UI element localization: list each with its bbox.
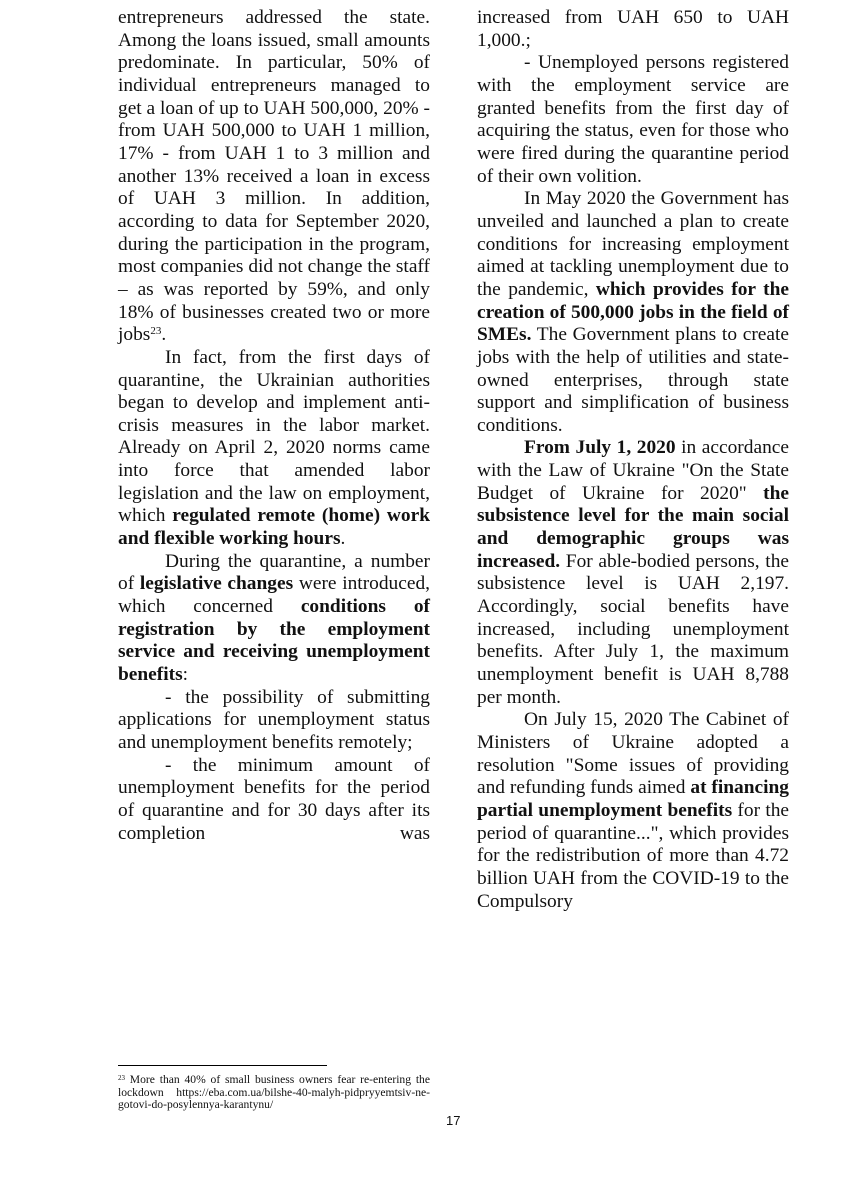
- text-run: - Unemployed persons registered with the employment service are granted benefits from the first day of acquiring the status, even for those who were fired during the quarantine period of their own volition.: [477, 52, 789, 187]
- text-run: increased from UAH 650 to UAH 1,000.;: [477, 7, 789, 51]
- paragraph: [118, 755, 430, 846]
- bold-text: conditions of registration by the employment service and receiving unemployment benefits: [118, 596, 430, 686]
- bold-text: the subsistence level for the main social and demographic groups was increased.: [477, 482, 789, 572]
- paragraph: [118, 347, 430, 551]
- text-run: The Government plans to create jobs with the help of utilities and state-owned enterprises, through state support and simplification of business conditions.: [477, 324, 789, 436]
- paragraph: [477, 437, 789, 709]
- bold-text: which provides for the creation of 500,000 jobs in the field of SMEs.: [477, 278, 790, 346]
- text-run: For able-bodied persons, the subsistence level is UAH 2,197. Accordingly, social benefits have increased, including unemployment benefits. After July 1, the maximum unemployment benefit is UAH 8,788 per month.: [477, 550, 789, 708]
- text-column-right: [477, 7, 789, 913]
- paragraph: [477, 52, 789, 188]
- text-run: were introduced, which concerned: [118, 573, 430, 618]
- footnote-text: More than 40% of small business owners fear re-entering the lockdown https://eba.com.ua/bilshe-40-malyh-pidpryyemtsiv-ne-gotovi-do-posylennya-karantynu/: [118, 1073, 430, 1112]
- footnote: [118, 1074, 430, 1112]
- footnote-number: 23: [118, 1074, 125, 1082]
- bold-text: at financing partial unemployment benefits: [477, 777, 789, 821]
- text-run: .: [161, 324, 167, 346]
- text-run: On July 15, 2020 The Cabinet of Ministers of Ukraine adopted a resolution "Some issues of providing and refunding funds aimed: [477, 709, 789, 799]
- paragraph: [118, 551, 430, 687]
- text-run: :: [182, 664, 189, 686]
- text-run: In fact, from the first days of quarantine, the Ukrainian authorities began to develop and implement anti-crisis measures in the labor market. Already on April 2, 2020 norms came into force that amended labor legislation and the law on employment, which: [118, 346, 430, 527]
- paragraph: [477, 188, 789, 437]
- bold-text: regulated remote (home) work and flexible working hours: [118, 505, 430, 550]
- text-run: - the minimum amount of unemployment benefits for the period of quarantine and for 30 days after its completion was: [118, 754, 430, 844]
- text-run: - the possibility of submitting applications for unemployment status and unemployment benefits remotely;: [118, 686, 430, 753]
- paragraph: [118, 687, 430, 755]
- text-run: In May 2020 the Government has unveiled and launched a plan to create conditions for increasing employment aimed at tackling unemployment due to the pandemic,: [477, 188, 789, 300]
- footnote-reference: 23: [150, 325, 162, 338]
- page-number: 17: [446, 1113, 461, 1128]
- paragraph: [477, 709, 789, 913]
- text-run: for the period of quarantine...", which provides for the redistribution of more than 4.72 billion UAH from the COVID-19 to the Compulsory: [477, 799, 790, 912]
- text-run: in accordance with the Law of Ukraine "On the State Budget of Ukraine for 2020": [477, 437, 789, 504]
- text-run: entrepreneurs addressed the state. Among the loans issued, small amounts predominate. In particular, 50% of individual entrepreneurs managed to get a loan of up to UAH 500,000, 20% - from UAH 500,000 to UAH 1 million, 17% - from UAH 1 to 3 million and another 13% received a loan in excess of UAH 3 million. In addition, according to data for September 2020, during the participation in the program, most companies did not change the staff – as was reported by 59%, and only 18% of businesses created two or more jobs: [118, 7, 430, 346]
- paragraph: [477, 7, 789, 52]
- text-column-left: [118, 7, 430, 845]
- paragraph: [118, 7, 430, 347]
- text-run: During the quarantine, a number of: [118, 550, 430, 595]
- text-run: .: [340, 528, 346, 550]
- footnote-divider: [118, 1065, 327, 1066]
- bold-text: legislative changes: [139, 573, 294, 595]
- bold-text: From July 1, 2020: [524, 437, 676, 459]
